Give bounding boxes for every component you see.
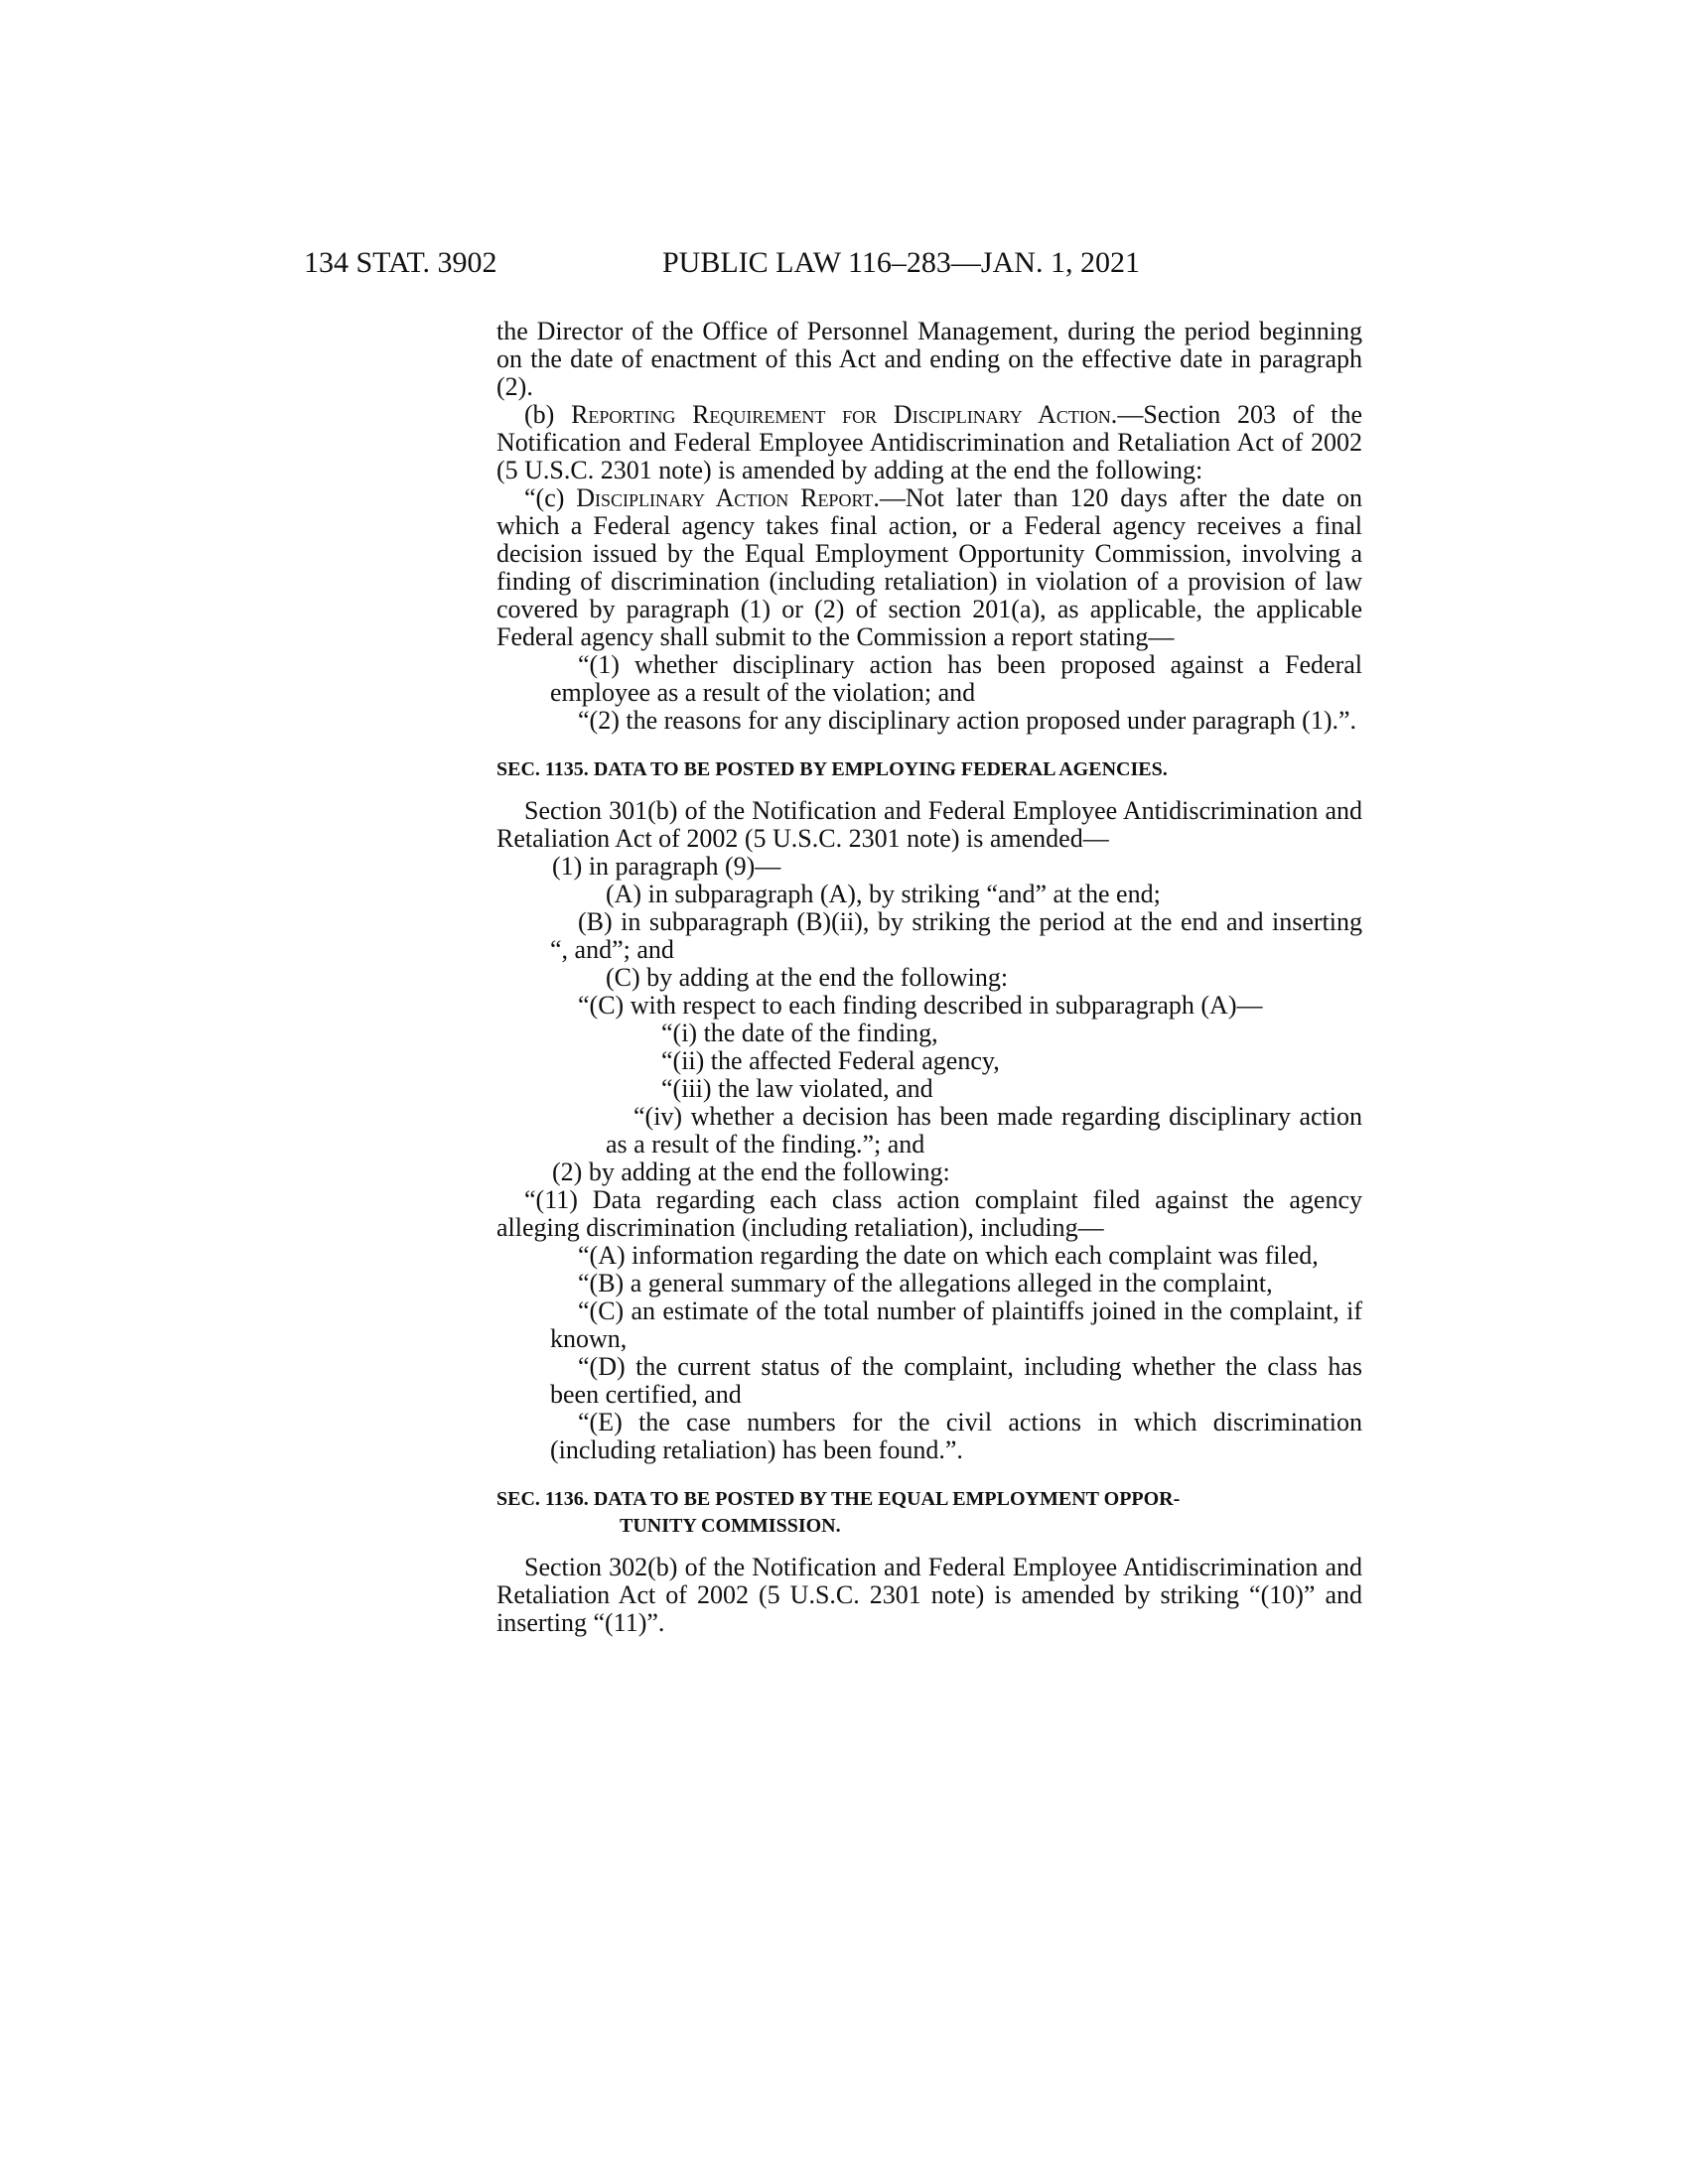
document-body bbox=[496, 318, 1362, 1637]
list-item: “(i) the date of the finding, bbox=[661, 1019, 938, 1047]
list-item: “(ii) the affected Federal agency, bbox=[661, 1046, 1000, 1075]
paragraph-c-heading: Disciplinary Action Report. bbox=[576, 483, 880, 512]
list-item: “(iii) the law violated, and bbox=[661, 1074, 933, 1103]
paragraph-c-2: “(2) the reasons for any disciplinary action proposed under paragraph (1).”. bbox=[578, 706, 1357, 735]
page-header bbox=[0, 246, 1688, 286]
list-item: “(E) the case numbers for the civil actions in which discrimination (including retaliation) has been found.”. bbox=[550, 1408, 1362, 1464]
section-1135-intro: Section 301(b) of the Notification and Federal Employee Antidiscrimination and Retaliation Act of 2002 (5 U.S.C. 2301 note) is amended— bbox=[496, 796, 1362, 853]
running-head: PUBLIC LAW 116–283—JAN. 1, 2021 bbox=[662, 246, 1140, 279]
paragraph-c-label: “(c) bbox=[524, 483, 577, 512]
paragraph-b bbox=[496, 401, 1362, 484]
list-item: “(11) Data regarding each class action complaint filed against the agency alleging discrimination (including retaliation), including— bbox=[496, 1185, 1362, 1242]
paragraph-c-text: —Not later than 120 days after the date on which a Federal agency takes final action, or a Federal agency receives a final decision issued by the Equal Employment Opportunity Commission, involving a finding of discrimination (including retaliation) in violation of a provision of law covered by paragraph (1) or (2) of section 201(a), as applicable, the applicable Federal agency shall submit to the Commission a report stating— bbox=[496, 483, 1362, 651]
list-item: “(B) a general summary of the allegations alleged in the complaint, bbox=[578, 1269, 1273, 1297]
section-1136-number: SEC. 1136. bbox=[496, 1488, 594, 1510]
stat-page-number: 134 STAT. 3902 bbox=[304, 246, 497, 279]
paragraph-continued: the Director of the Office of Personnel Management, during the period beginning on the date of enactment of this Act and ending on the effective date in paragraph (2). bbox=[496, 317, 1362, 401]
paragraph-c bbox=[496, 484, 1362, 651]
list-item: (A) in subparagraph (A), by striking “and” at the end; bbox=[606, 880, 1161, 908]
section-1135-heading bbox=[496, 756, 1362, 783]
section-1136-heading bbox=[496, 1486, 1362, 1540]
section-1135-title: DATA TO BE POSTED BY EMPLOYING FEDERAL AGENCIES. bbox=[593, 758, 1168, 780]
section-1136-title-line2: TUNITY COMMISSION. bbox=[620, 1515, 841, 1537]
list-item: “(iv) whether a decision has been made regarding disciplinary action as a result of the finding.”; and bbox=[606, 1102, 1362, 1159]
paragraph-b-heading: Reporting Requirement for Disciplinary Action. bbox=[571, 400, 1118, 429]
list-item: (1) in paragraph (9)— bbox=[552, 852, 781, 881]
section-1136-title-line1: DATA TO BE POSTED BY THE EQUAL EMPLOYMENT OPPOR- bbox=[593, 1488, 1181, 1510]
paragraph-b-text: —Section 203 of the Notification and Federal Employee Antidiscrimination and Retaliation Act of 2002 (5 U.S.C. 2301 note) is amended by adding at the end the following: bbox=[496, 400, 1362, 484]
paragraph-b-label: (b) bbox=[524, 400, 572, 429]
list-item: “(C) with respect to each finding described in subparagraph (A)— bbox=[578, 991, 1263, 1020]
list-item: “(C) an estimate of the total number of plaintiffs joined in the complaint, if known, bbox=[550, 1297, 1362, 1353]
list-item: (2) by adding at the end the following: bbox=[552, 1158, 950, 1186]
list-item: (B) in subparagraph (B)(ii), by striking the period at the end and inserting “, and”; and bbox=[550, 907, 1362, 964]
paragraph-c-1: “(1) whether disciplinary action has been proposed against a Federal employee as a result of the violation; and bbox=[550, 650, 1362, 707]
list-item: “(D) the current status of the complaint, including whether the class has been certified, and bbox=[550, 1352, 1362, 1409]
list-item: “(A) information regarding the date on which each complaint was filed, bbox=[578, 1241, 1319, 1270]
section-1136-text: Section 302(b) of the Notification and Federal Employee Antidiscrimination and Retaliation Act of 2002 (5 U.S.C. 2301 note) is amended by striking “(10)” and inserting “(11)”. bbox=[496, 1553, 1362, 1637]
section-1135-number: SEC. 1135. bbox=[496, 758, 594, 780]
list-item: (C) by adding at the end the following: bbox=[606, 963, 1009, 992]
